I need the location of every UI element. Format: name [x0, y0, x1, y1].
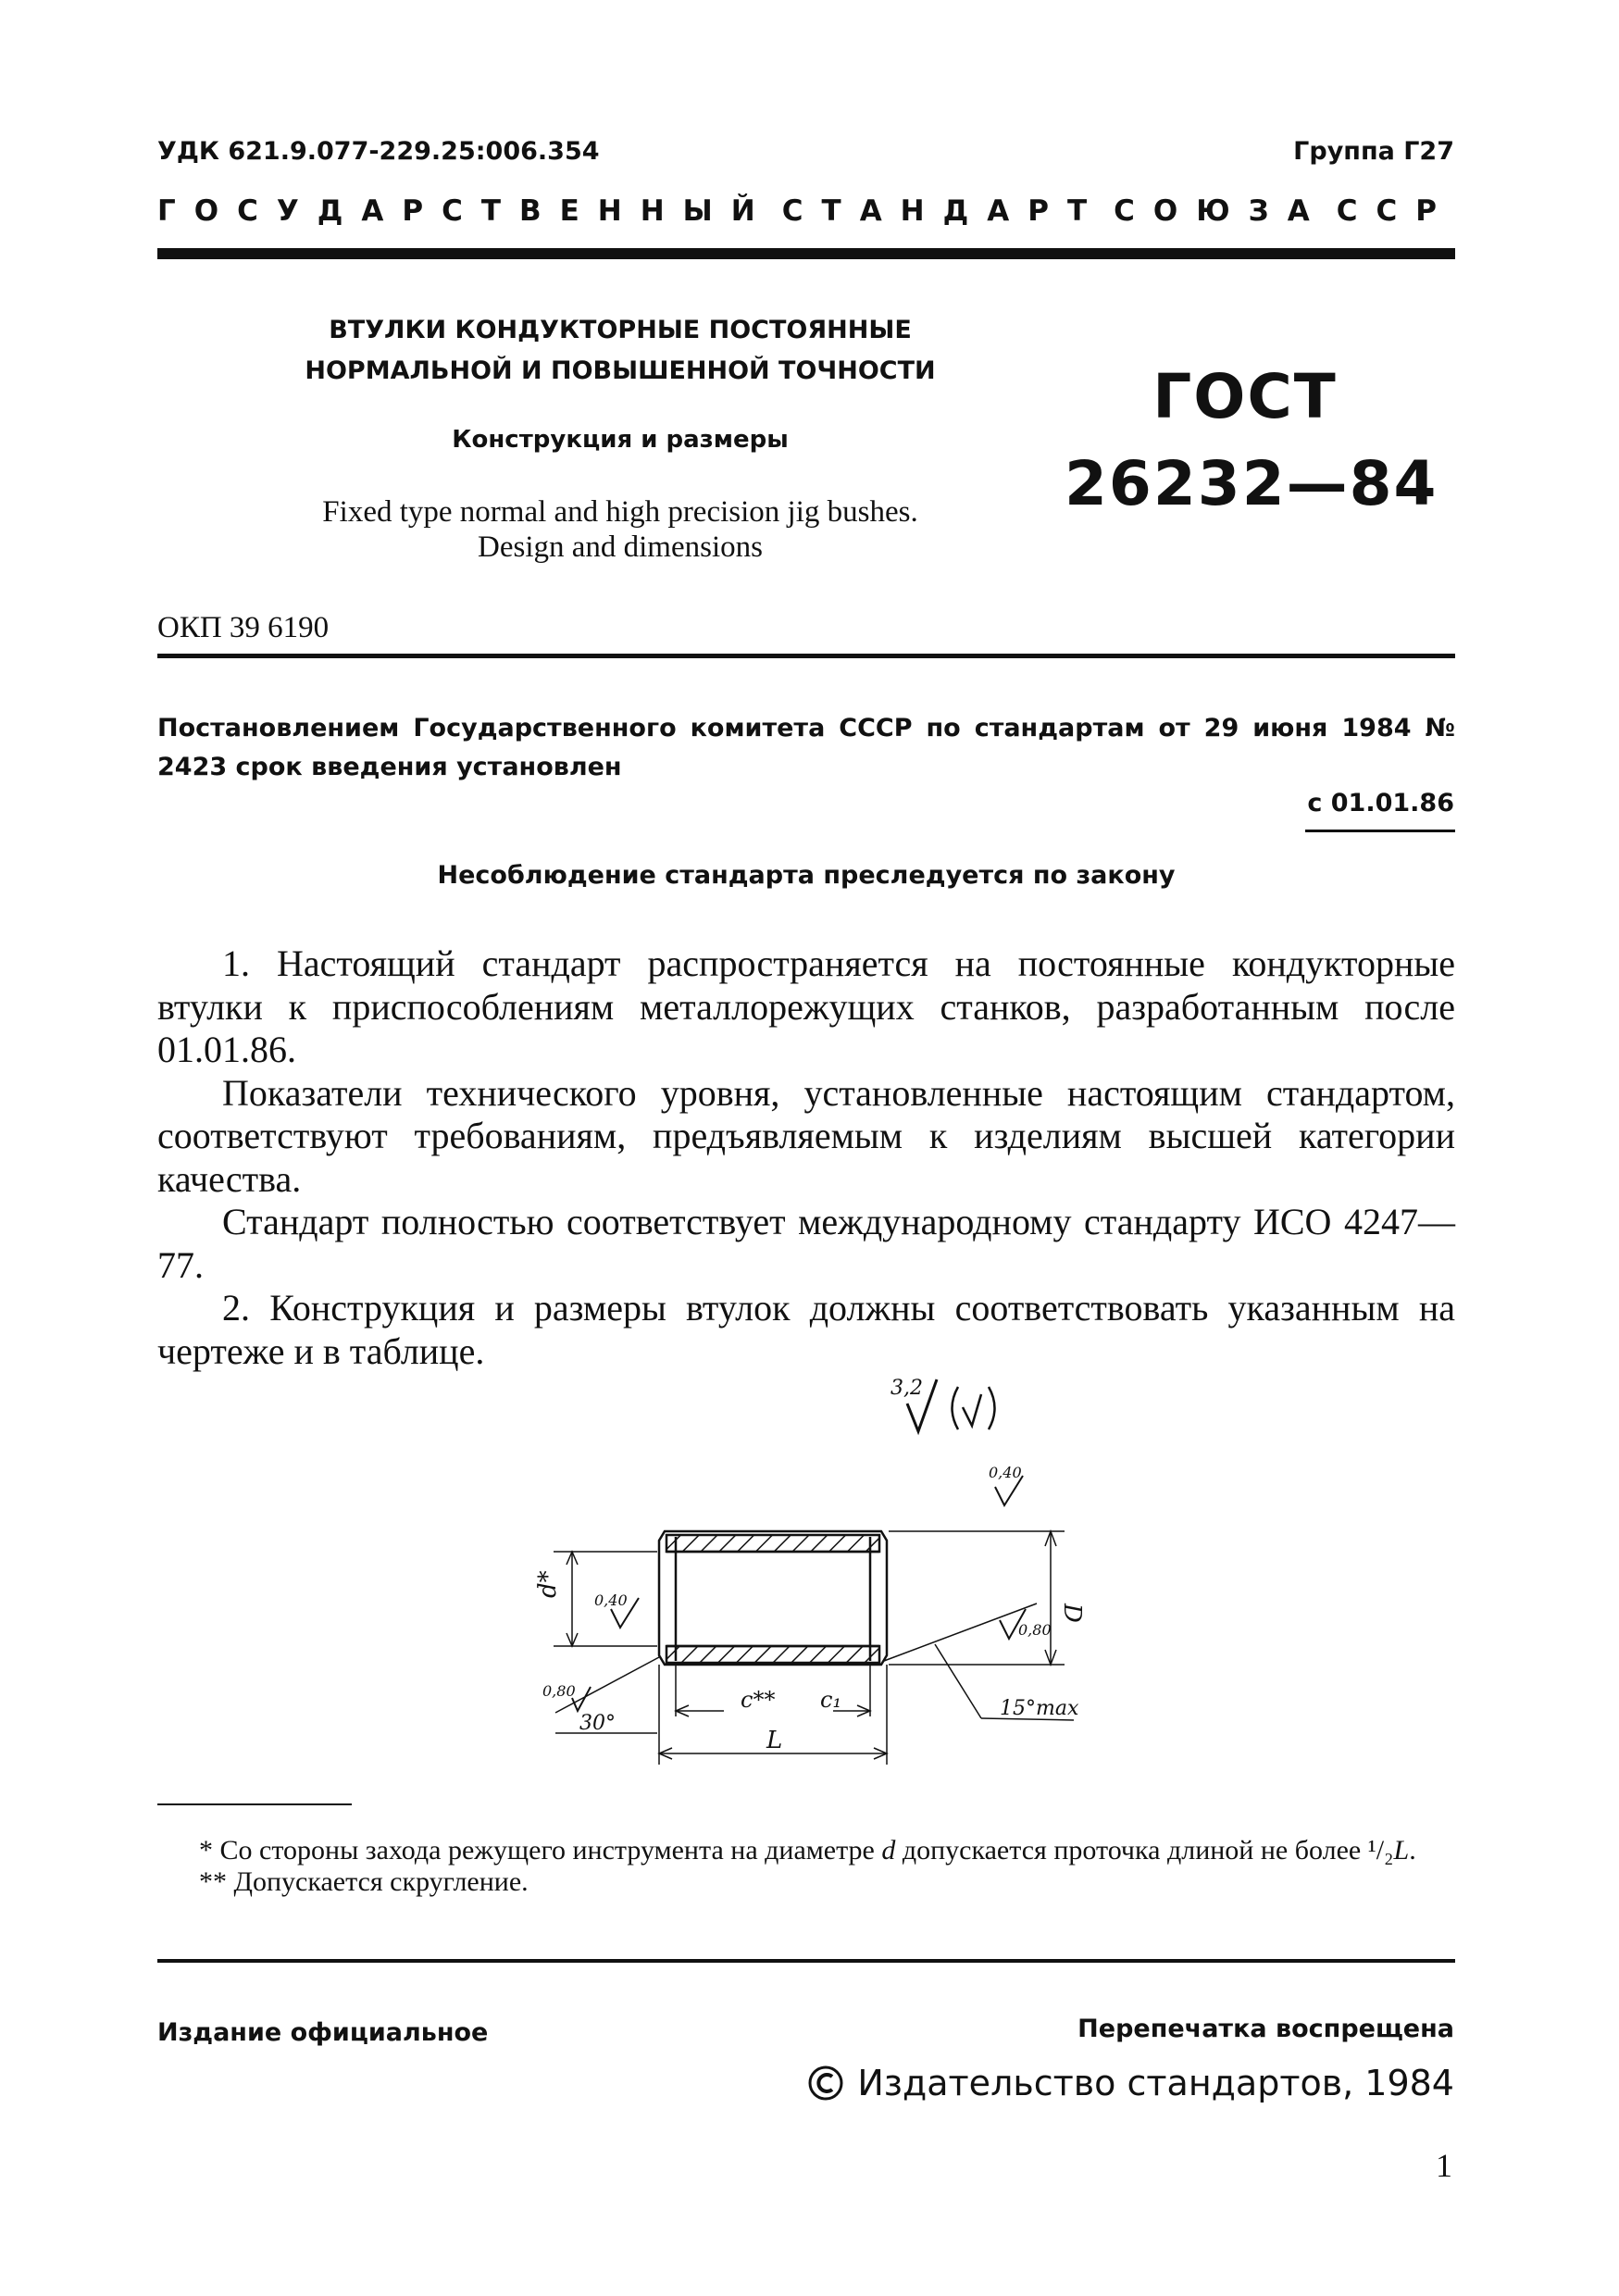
- footnotes: [157, 1835, 1455, 1898]
- publisher-line: [807, 2063, 1454, 2103]
- document-title-en: [213, 494, 1027, 565]
- official-edition: Издание официальное: [157, 2018, 489, 2047]
- decree-text: Постановлением Государственного комитета СССР по стандартам от 29 июня 1984 № 2423 срок введения установлен: [157, 714, 1455, 781]
- footnote-text: допускается проточка длиной не более: [895, 1835, 1368, 1866]
- dimension-d: d*: [534, 1570, 562, 1598]
- title-line: НОРМАЛЬНОЙ И ПОВЫШЕННОЙ ТОЧНОСТИ: [305, 356, 936, 385]
- footnote-var: L: [1393, 1835, 1410, 1866]
- banner-word: ГОСУДАРСТВЕННЫЙ: [157, 194, 774, 228]
- gost-number: 26232—84: [1065, 448, 1438, 519]
- okp-code: ОКП 39 6190: [157, 611, 330, 644]
- angle-15: 15°max: [1000, 1697, 1079, 1720]
- banner-word: СОЮЗА: [1114, 194, 1328, 228]
- legal-notice: Несоблюдение стандарта преследуется по закону: [437, 861, 1176, 890]
- dimension-D: D: [1058, 1603, 1086, 1623]
- header-rule: [157, 248, 1455, 259]
- banner-word: СТАНДАРТ: [781, 194, 1106, 228]
- document-title-ru: [250, 310, 990, 392]
- page-number: 1: [1436, 2147, 1452, 2184]
- paragraph: 2. Конструкция и размеры втулок должны соответствовать указанным на чертеже и в таблице.: [157, 1287, 1455, 1372]
- footnote-text: .: [1409, 1835, 1416, 1866]
- udk-code: УДК 621.9.077-229.25:006.354: [157, 137, 600, 166]
- title-en-line: Fixed type normal and high precision jig bushes.: [322, 495, 918, 529]
- banner-word: ССР: [1336, 194, 1455, 228]
- effective-date: с 01.01.86: [1307, 789, 1454, 817]
- title-line: ВТУЛКИ КОНДУКТОРНЫЕ ПОСТОЯННЫЕ: [329, 316, 912, 344]
- section-rule: [157, 654, 1455, 658]
- footnote-rule: [157, 1803, 352, 1805]
- title-en-line: Design and dimensions: [478, 530, 763, 564]
- roughness-value: 0,40: [594, 1591, 628, 1609]
- roughness-value: 3,2: [890, 1377, 923, 1400]
- paragraph: Стандарт полностью соответствует международному стандарту ИСО 4247—77.: [157, 1201, 1455, 1286]
- roughness-value: 0,80: [542, 1682, 576, 1700]
- footnote-2: ** Допускается скругление.: [199, 1866, 529, 1897]
- footnote-fraction: ¹/₂: [1367, 1835, 1394, 1866]
- angle-30: 30°: [579, 1712, 616, 1735]
- roughness-value: 0,40: [989, 1464, 1022, 1481]
- dimension-c: c**: [741, 1687, 776, 1713]
- dimension-c1: c₁: [820, 1687, 842, 1713]
- copyright-icon: [807, 2065, 844, 2102]
- paragraph: Показатели технического уровня, установленные настоящим стандартом, соответствуют требованиям, предъявляемым к изделиям высшей категории качества.: [157, 1071, 1455, 1200]
- document-subtitle: Конструкция и размеры: [452, 426, 789, 454]
- state-standard-banner: [157, 194, 1455, 228]
- roughness-value: 0,80: [1018, 1621, 1052, 1639]
- date-underline: [1305, 830, 1455, 832]
- reprint-notice: Перепечатка воспрещена: [1077, 2015, 1454, 2043]
- gost-label: ГОСТ: [1152, 361, 1338, 432]
- publisher-text: Издательство стандартов, 1984: [857, 2063, 1454, 2103]
- group-code: Группа Г27: [1293, 137, 1454, 166]
- dimension-L: L: [766, 1727, 783, 1754]
- paragraph: 1. Настоящий стандарт распространяется на постоянные кондукторные втулки к приспособлениям металлорежущих станков, разработанным после 01.01.86.: [157, 942, 1455, 1070]
- body-text: [157, 942, 1455, 1373]
- footer-rule: [157, 1959, 1455, 1963]
- footnote-text: * Со стороны захода режущего инструмента на диаметре: [199, 1835, 882, 1866]
- bush-drawing: [518, 1366, 1129, 1792]
- footnote-1: [157, 1835, 1455, 1866]
- footnote-var: d: [881, 1835, 896, 1866]
